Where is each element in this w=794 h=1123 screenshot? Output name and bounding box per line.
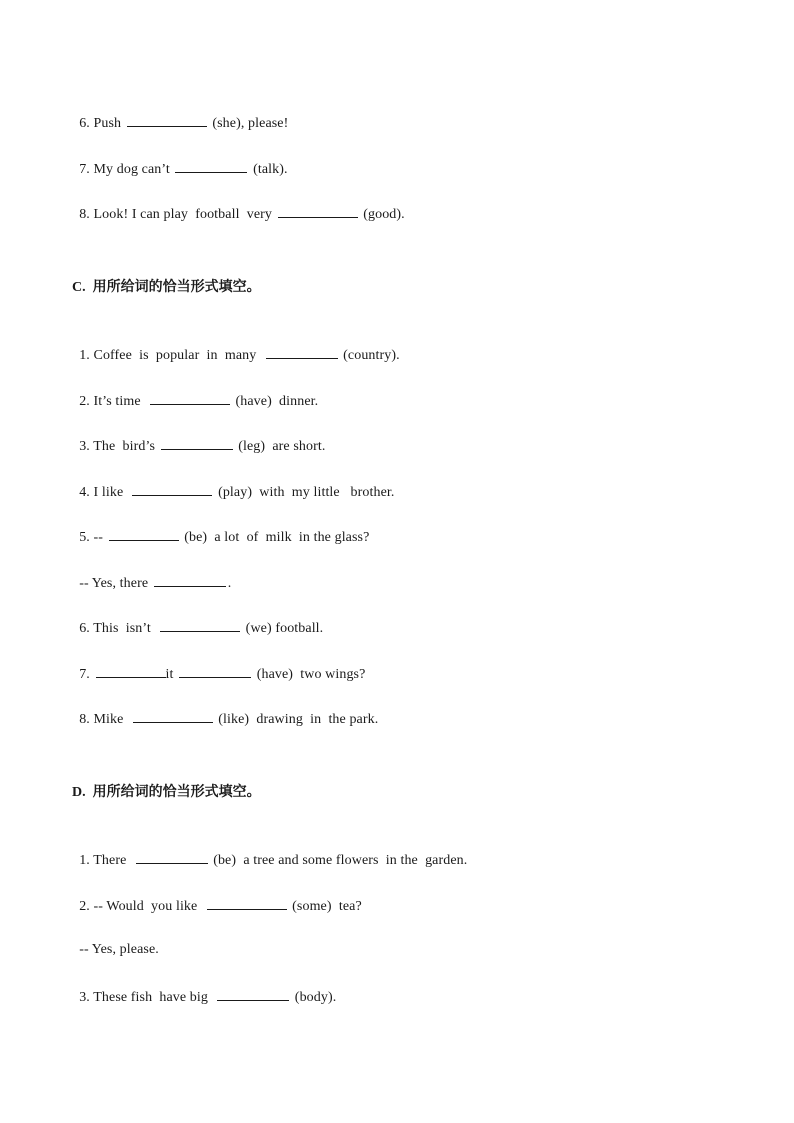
exercise-c8-prompt: 8. Mike: [79, 712, 131, 727]
answer-blank[interactable]: [161, 436, 233, 450]
exercise-c5-reply-end: .: [227, 576, 232, 591]
exercise-c3: [72, 418, 325, 456]
exercise-c5-hint: (be) a lot of milk in the glass?: [180, 530, 370, 545]
answer-blank[interactable]: [179, 664, 251, 678]
answer-blank[interactable]: [154, 573, 226, 587]
section-d-heading: D. 用所给词的恰当形式填空。: [72, 785, 261, 800]
exercise-c8: [72, 691, 378, 729]
exercise-c1-prompt: 1. Coffee is popular in many: [79, 348, 264, 363]
answer-blank[interactable]: [133, 709, 213, 723]
answer-blank[interactable]: [132, 482, 212, 496]
exercise-d2-reply-text: -- Yes, please.: [79, 942, 159, 957]
exercise-c6-prompt: 6. This isn’t: [79, 621, 159, 636]
exercise-b7-prompt: 7. My dog can’t: [79, 162, 174, 177]
answer-blank[interactable]: [175, 159, 247, 173]
exercise-d2-prompt: 2. -- Would you like: [79, 899, 205, 914]
answer-blank[interactable]: [127, 113, 207, 127]
exercise-c2-prompt: 2. It’s time: [79, 394, 148, 409]
exercise-c8-hint: (like) drawing in the park.: [214, 712, 379, 727]
exercise-c5: [72, 509, 369, 547]
exercise-c2-hint: (have) dinner.: [231, 394, 319, 409]
exercise-c4-hint: (play) with my little brother.: [214, 485, 395, 500]
answer-blank[interactable]: [217, 987, 289, 1001]
answer-blank[interactable]: [136, 850, 208, 864]
exercise-c2: [72, 373, 318, 411]
exercise-d2-hint: (some) tea?: [288, 899, 362, 914]
exercise-b6-hint: (she), please!: [208, 116, 289, 131]
exercise-c7-hint: (have) two wings?: [253, 667, 366, 682]
exercise-b8-prompt: 8. Look! I can play football very: [79, 207, 276, 222]
answer-blank[interactable]: [266, 345, 338, 359]
answer-blank[interactable]: [96, 664, 166, 678]
exercise-b8-hint: (good).: [359, 207, 405, 222]
answer-blank[interactable]: [109, 527, 179, 541]
exercise-c7: [72, 646, 365, 684]
answer-blank[interactable]: [150, 391, 230, 405]
exercise-b6-prompt: 6. Push: [79, 116, 125, 131]
exercise-c7-mid: it: [165, 667, 178, 682]
exercise-c5-prompt: 5. --: [79, 530, 107, 545]
exercise-c5-reply: [72, 555, 231, 593]
exercise-c7-prompt: 7.: [79, 667, 94, 682]
exercise-c3-hint: (leg) are short.: [234, 439, 326, 454]
exercise-c4: [72, 464, 395, 502]
exercise-d3-prompt: 3. These fish have big: [79, 990, 216, 1005]
exercise-c4-prompt: 4. I like: [79, 485, 131, 500]
exercise-c1: [72, 327, 400, 365]
exercise-d2: [72, 878, 362, 916]
exercise-b7-hint: (talk).: [249, 162, 288, 177]
exercise-b7: [72, 141, 288, 179]
exercise-d1-prompt: 1. There: [79, 853, 134, 868]
exercise-c6-hint: (we) football.: [242, 621, 324, 636]
answer-blank[interactable]: [207, 896, 287, 910]
answer-blank[interactable]: [160, 618, 240, 632]
exercise-d3-hint: (body).: [291, 990, 337, 1005]
exercise-d1-hint: (be) a tree and some flowers in the garden.: [209, 853, 468, 868]
exercise-b8: [72, 186, 405, 224]
exercise-c3-prompt: 3. The bird’s: [79, 439, 159, 454]
exercise-c5-reply-prompt: -- Yes, there: [79, 576, 152, 591]
section-c-heading: C. 用所给词的恰当形式填空。: [72, 280, 261, 295]
exercise-d3: [72, 969, 336, 1007]
exercise-b6: [72, 95, 288, 133]
exercise-c1-hint: (country).: [339, 348, 400, 363]
exercise-d1: [72, 832, 467, 870]
exercise-d2-reply: [72, 923, 159, 959]
answer-blank[interactable]: [278, 204, 358, 218]
exercise-c6: [72, 600, 323, 638]
